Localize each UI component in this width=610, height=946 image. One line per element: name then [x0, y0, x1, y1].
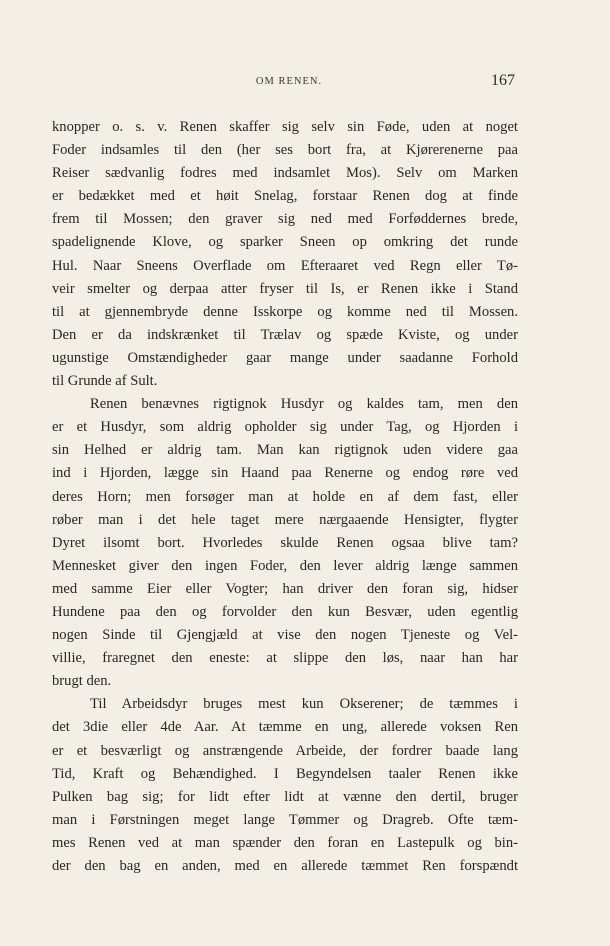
running-header	[0, 72, 610, 92]
text-line: det 3die eller 4de Aar. At tæmme en ung, allerede voksen Ren	[52, 719, 518, 736]
text-line: Tid, Kraft og Behændighed. I Begyndelsen taaler Renen ikke	[52, 765, 518, 782]
text-line: nogen Sinde til Gjengjæld at vise den nogen Tjeneste og Vel-	[52, 627, 518, 644]
text-line: Mennesket giver den ingen Foder, den lever aldrig længe sammen	[52, 557, 518, 574]
text-line: Pulken bag sig; for lidt efter lidt at vænne den dertil, bruger	[52, 788, 518, 805]
text-line: der den bag en anden, med en allerede tæmmet Ren forspændt	[52, 858, 518, 874]
text-line: sin Helhed er aldrig tam. Man kan rigtignok uden videre gaa	[52, 442, 518, 459]
text-line: ugunstige Omstændigheder gaar mange under saadanne Forhold	[52, 349, 518, 366]
text-line: man i Førstningen meget lange Tømmer og Dragreb. Ofte tæm-	[52, 811, 518, 828]
text-line: veir smelter og derpaa atter fryser til Is, er Renen ikke i Stand	[52, 280, 518, 297]
running-title: OM RENEN.	[255, 76, 323, 87]
text-line: knopper o. s. v. Renen skaffer sig selv sin Føde, uden at noget	[52, 119, 518, 135]
text-line: med samme Eier eller Vogter; han driver den foran sig, hidser	[52, 580, 518, 597]
text-line: mes Renen ved at man spænder den foran en Lastepulk og bin-	[52, 834, 518, 851]
text-line: Dyret ilsomt bort. Hvorledes skulde Renen ogsaa blive tam?	[52, 534, 518, 551]
text-line: Til Arbeidsdyr bruges mest kun Okserener; de tæmmes i	[90, 696, 518, 713]
text-line: Hul. Naar Sneens Overflade om Efteraaret ved Regn eller Tø-	[52, 257, 518, 274]
page-number: 167	[491, 72, 515, 89]
text-line: deres Horn; men forsøger man at holde en af dem fast, eller	[52, 488, 518, 505]
text-line: er bedækket med et høit Snelag, forstaar Renen dog at finde	[52, 188, 518, 205]
text-line: villie, fraregnet den eneste: at slippe den løs, naar han har	[52, 650, 518, 667]
text-line: Hundene paa den og forvolder den kun Besvær, uden egentlig	[52, 603, 518, 620]
text-line: til at gjennembryde denne Isskorpe og komme ned til Mossen.	[52, 303, 518, 320]
text-line: er et Husdyr, som aldrig opholder sig under Tag, og Hjorden i	[52, 419, 518, 436]
text-line: brugt den.	[52, 673, 112, 690]
text-line: til Grunde af Sult.	[52, 373, 158, 390]
text-line: ind i Hjorden, lægge sin Haand paa Renerne og endog røre ved	[52, 465, 518, 482]
text-line: Den er da indskrænket til Trælav og spæde Kviste, og under	[52, 326, 518, 343]
text-line: Reiser sædvanlig fodres med indsamlet Mos). Selv om Marken	[52, 165, 518, 182]
text-line: frem til Mossen; den graver sig ned med Forføddernes brede,	[52, 211, 518, 228]
text-line: spadelignende Klove, og sparker Sneen op omkring det runde	[52, 234, 518, 251]
text-line: er et besværligt og anstrængende Arbeide, der fordrer baade lang	[52, 742, 518, 759]
text-line: Renen benævnes rigtignok Husdyr og kaldes tam, men den	[90, 396, 518, 413]
text-line: Foder indsamles til den (her ses bort fra, at Kjørerenerne paa	[52, 142, 518, 159]
text-line: røber man i det hele taget mere nærgaaende Hensigter, flygter	[52, 511, 518, 528]
body-text	[52, 116, 518, 878]
